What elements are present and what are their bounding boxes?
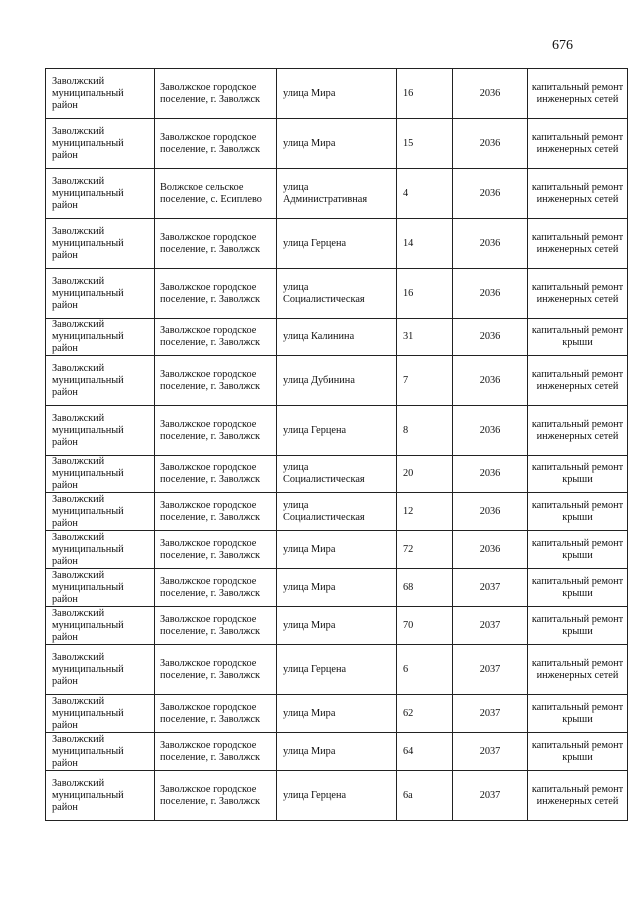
district-cell: Заволжский муниципальный район — [46, 569, 155, 607]
district-cell: Заволжский муниципальный район — [46, 219, 155, 269]
table-row — [46, 169, 628, 219]
house-number-cell: 68 — [397, 569, 453, 607]
district-cell: Заволжский муниципальный район — [46, 406, 155, 456]
year-cell: 2037 — [453, 695, 528, 733]
table-row — [46, 733, 628, 771]
house-number-cell: 6а — [397, 771, 453, 821]
house-number-cell: 64 — [397, 733, 453, 771]
settlement-cell: Заволжское городское поселение, г. Заволжск — [155, 733, 277, 771]
district-cell: Заволжский муниципальный район — [46, 771, 155, 821]
table-row — [46, 356, 628, 406]
settlement-cell: Заволжское городское поселение, г. Заволжск — [155, 406, 277, 456]
table-row — [46, 269, 628, 319]
year-cell: 2037 — [453, 645, 528, 695]
work-type-cell: капитальный ремонт крыши — [528, 531, 628, 569]
year-cell: 2036 — [453, 406, 528, 456]
house-number-cell: 12 — [397, 493, 453, 531]
street-cell: улица Мира — [277, 69, 397, 119]
year-cell: 2036 — [453, 356, 528, 406]
house-number-cell: 62 — [397, 695, 453, 733]
settlement-cell: Заволжское городское поселение, г. Заволжск — [155, 119, 277, 169]
year-cell: 2036 — [453, 169, 528, 219]
year-cell: 2036 — [453, 456, 528, 493]
work-type-cell: капитальный ремонт инженерных сетей — [528, 219, 628, 269]
district-cell: Заволжский муниципальный район — [46, 69, 155, 119]
work-type-cell: капитальный ремонт крыши — [528, 695, 628, 733]
settlement-cell: Заволжское городское поселение, г. Заволжск — [155, 269, 277, 319]
table-row — [46, 456, 628, 493]
street-cell: улица Социалистическая — [277, 269, 397, 319]
housing-repair-table — [45, 68, 628, 821]
district-cell: Заволжский муниципальный район — [46, 607, 155, 645]
settlement-cell: Заволжское городское поселение, г. Заволжск — [155, 69, 277, 119]
table-row — [46, 493, 628, 531]
street-cell: улица Мира — [277, 695, 397, 733]
work-type-cell: капитальный ремонт крыши — [528, 319, 628, 356]
settlement-cell: Заволжское городское поселение, г. Заволжск — [155, 219, 277, 269]
district-cell: Заволжский муниципальный район — [46, 169, 155, 219]
table-row — [46, 531, 628, 569]
street-cell: улица Социалистическая — [277, 456, 397, 493]
work-type-cell: капитальный ремонт инженерных сетей — [528, 169, 628, 219]
table-row — [46, 645, 628, 695]
table-row — [46, 219, 628, 269]
street-cell: улица Герцена — [277, 406, 397, 456]
work-type-cell: капитальный ремонт инженерных сетей — [528, 69, 628, 119]
house-number-cell: 16 — [397, 69, 453, 119]
house-number-cell: 8 — [397, 406, 453, 456]
street-cell: улица Герцена — [277, 645, 397, 695]
street-cell: улица Калинина — [277, 319, 397, 356]
street-cell: улица Герцена — [277, 771, 397, 821]
house-number-cell: 31 — [397, 319, 453, 356]
work-type-cell: капитальный ремонт инженерных сетей — [528, 645, 628, 695]
settlement-cell: Волжское сельское поселение, с. Есиплево — [155, 169, 277, 219]
settlement-cell: Заволжское городское поселение, г. Заволжск — [155, 607, 277, 645]
district-cell: Заволжский муниципальный район — [46, 119, 155, 169]
table-row — [46, 695, 628, 733]
work-type-cell: капитальный ремонт инженерных сетей — [528, 119, 628, 169]
year-cell: 2036 — [453, 119, 528, 169]
settlement-cell: Заволжское городское поселение, г. Заволжск — [155, 645, 277, 695]
work-type-cell: капитальный ремонт инженерных сетей — [528, 269, 628, 319]
year-cell: 2037 — [453, 607, 528, 645]
street-cell: улица Мира — [277, 569, 397, 607]
street-cell: улица Социалистическая — [277, 493, 397, 531]
district-cell: Заволжский муниципальный район — [46, 493, 155, 531]
year-cell: 2036 — [453, 69, 528, 119]
work-type-cell: капитальный ремонт крыши — [528, 733, 628, 771]
work-type-cell: капитальный ремонт инженерных сетей — [528, 356, 628, 406]
district-cell: Заволжский муниципальный район — [46, 319, 155, 356]
settlement-cell: Заволжское городское поселение, г. Заволжск — [155, 456, 277, 493]
settlement-cell: Заволжское городское поселение, г. Заволжск — [155, 531, 277, 569]
work-type-cell: капитальный ремонт инженерных сетей — [528, 406, 628, 456]
year-cell: 2036 — [453, 219, 528, 269]
settlement-cell: Заволжское городское поселение, г. Заволжск — [155, 569, 277, 607]
table-row — [46, 119, 628, 169]
street-cell: улица Дубинина — [277, 356, 397, 406]
house-number-cell: 7 — [397, 356, 453, 406]
settlement-cell: Заволжское городское поселение, г. Заволжск — [155, 771, 277, 821]
district-cell: Заволжский муниципальный район — [46, 269, 155, 319]
year-cell: 2036 — [453, 269, 528, 319]
district-cell: Заволжский муниципальный район — [46, 456, 155, 493]
street-cell: улица Мира — [277, 607, 397, 645]
year-cell: 2037 — [453, 771, 528, 821]
work-type-cell: капитальный ремонт крыши — [528, 456, 628, 493]
year-cell: 2036 — [453, 319, 528, 356]
house-number-cell: 16 — [397, 269, 453, 319]
work-type-cell: капитальный ремонт крыши — [528, 493, 628, 531]
work-type-cell: капитальный ремонт инженерных сетей — [528, 771, 628, 821]
year-cell: 2037 — [453, 733, 528, 771]
district-cell: Заволжский муниципальный район — [46, 531, 155, 569]
house-number-cell: 20 — [397, 456, 453, 493]
settlement-cell: Заволжское городское поселение, г. Заволжск — [155, 356, 277, 406]
settlement-cell: Заволжское городское поселение, г. Заволжск — [155, 319, 277, 356]
house-number-cell: 15 — [397, 119, 453, 169]
table-row — [46, 69, 628, 119]
street-cell: улица Герцена — [277, 219, 397, 269]
work-type-cell: капитальный ремонт крыши — [528, 569, 628, 607]
street-cell: улица Мира — [277, 119, 397, 169]
year-cell: 2036 — [453, 493, 528, 531]
house-number-cell: 72 — [397, 531, 453, 569]
district-cell: Заволжский муниципальный район — [46, 695, 155, 733]
house-number-cell: 4 — [397, 169, 453, 219]
district-cell: Заволжский муниципальный район — [46, 356, 155, 406]
year-cell: 2036 — [453, 531, 528, 569]
street-cell: улица Мира — [277, 531, 397, 569]
table-row — [46, 569, 628, 607]
table-row — [46, 406, 628, 456]
table-body — [46, 69, 628, 821]
table-row — [46, 319, 628, 356]
house-number-cell: 70 — [397, 607, 453, 645]
work-type-cell: капитальный ремонт крыши — [528, 607, 628, 645]
house-number-cell: 6 — [397, 645, 453, 695]
settlement-cell: Заволжское городское поселение, г. Заволжск — [155, 493, 277, 531]
street-cell: улица Мира — [277, 733, 397, 771]
table-row — [46, 771, 628, 821]
district-cell: Заволжский муниципальный район — [46, 645, 155, 695]
page-number: 676 — [552, 38, 573, 53]
district-cell: Заволжский муниципальный район — [46, 733, 155, 771]
table-row — [46, 607, 628, 645]
settlement-cell: Заволжское городское поселение, г. Заволжск — [155, 695, 277, 733]
year-cell: 2037 — [453, 569, 528, 607]
house-number-cell: 14 — [397, 219, 453, 269]
street-cell: улица Административная — [277, 169, 397, 219]
